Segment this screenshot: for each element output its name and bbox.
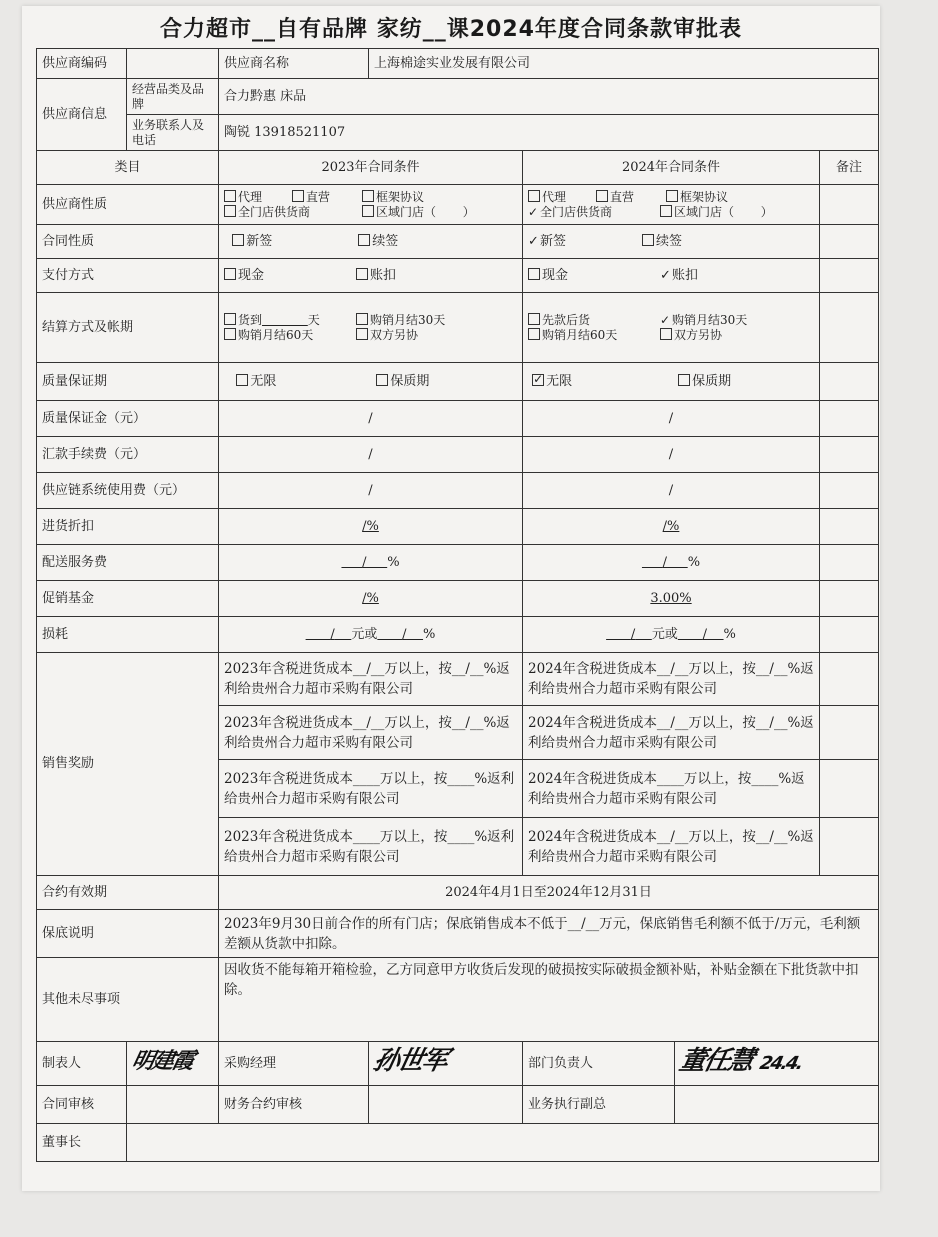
checkbox-icon	[224, 328, 236, 340]
remit-fee-remark	[820, 437, 879, 473]
contract-review-signature	[127, 1086, 219, 1124]
deposit-remark	[820, 401, 879, 437]
checkbox-icon	[232, 234, 244, 246]
delivery-2023: / %	[219, 545, 523, 581]
contact-label: 业务联系人及电话	[127, 115, 219, 151]
remit-fee-2023: /	[219, 437, 523, 473]
supplier-info-label: 供应商信息	[37, 79, 127, 151]
delivery-remark	[820, 545, 879, 581]
warranty-2023: 无限 保质期	[219, 363, 523, 401]
warranty-remark	[820, 363, 879, 401]
checkbox-icon	[362, 205, 374, 217]
settlement-remark	[820, 293, 879, 363]
rebate-2024-item: 2024年含税进货成本__/__万以上，按__/__%返利给贵州合力超市采购有限公司	[523, 706, 820, 760]
supplier-code-label: 供应商编码	[37, 49, 127, 79]
checkbox-icon	[358, 234, 370, 246]
rebate-2023-item: 2023年含税进货成本__/__万以上，按__/__%返利给贵州合力超市采购有限公司	[219, 706, 523, 760]
checkbox-icon	[362, 190, 374, 202]
promo-label: 促销基金	[37, 581, 219, 617]
vp-label: 业务执行副总	[523, 1086, 675, 1124]
settlement-2023: 货到 天 购销月结30天 购销月结60天 双方另协	[219, 293, 523, 363]
promo-2024: 3.00%	[523, 581, 820, 617]
deposit-2024: /	[523, 401, 820, 437]
checkbox-icon	[224, 205, 236, 217]
checkbox-icon	[224, 268, 236, 280]
chairman-signature	[127, 1124, 879, 1162]
contract-type-2023: 新签 续签	[219, 225, 523, 259]
payment-2024: 现金 ✓账扣	[523, 259, 820, 293]
rebate-2024-item: 2024年含税进货成本__/__万以上，按__/__%返利给贵州合力超市采购有限公司	[523, 818, 820, 876]
other-value: 因收货不能每箱开箱检验，乙方同意甲方收货后发现的破损按实际破损金额补贴，补贴金额在下批货款中扣除。	[219, 958, 879, 1042]
supplier-name-label: 供应商名称	[219, 49, 369, 79]
check-mark-icon: ✓	[528, 204, 539, 219]
rebate-remark	[820, 653, 879, 706]
scm-fee-2024: /	[523, 473, 820, 509]
approval-table	[36, 48, 879, 1162]
remit-fee-label: 汇款手续费（元）	[37, 437, 219, 473]
loss-2024: / 元或 / %	[523, 617, 820, 653]
checkbox-icon	[356, 313, 368, 325]
settlement-label: 结算方式及帐期	[37, 293, 219, 363]
checked-box-icon	[532, 374, 544, 386]
checkbox-icon	[356, 328, 368, 340]
other-label: 其他未尽事项	[37, 958, 219, 1042]
chairman-label: 董事长	[37, 1124, 127, 1162]
contract-type-2024: ✓新签 续签	[523, 225, 820, 259]
rebate-2024-item: 2024年含税进货成本__/__万以上，按__/__%返利给贵州合力超市采购有限公司	[523, 653, 820, 706]
finance-review-label: 财务合约审核	[219, 1086, 369, 1124]
rebate-remark	[820, 760, 879, 818]
warranty-2024: ✓ 无限 保质期	[523, 363, 820, 401]
dept-head-signature: 董任慧 24.4.	[675, 1042, 879, 1086]
check-mark-icon: ✓	[528, 233, 539, 249]
dept-head-label: 部门负责人	[523, 1042, 675, 1086]
nature-2023: 代理 直营 框架协议 全门店供货商 区域门店（ ）	[219, 185, 523, 225]
rebate-remark	[820, 818, 879, 876]
header-remark: 备注	[820, 151, 879, 185]
purchase-manager-signature: 孙世军	[369, 1042, 523, 1086]
loss-2023: / 元或 / %	[219, 617, 523, 653]
delivery-label: 配送服务费	[37, 545, 219, 581]
maker-signature: 明建霞	[127, 1042, 219, 1086]
scm-fee-remark	[820, 473, 879, 509]
checkbox-icon	[356, 268, 368, 280]
category-brand-label: 经营品类及品牌	[127, 79, 219, 115]
guarantee-label: 保底说明	[37, 910, 219, 958]
finance-review-signature	[369, 1086, 523, 1124]
checkbox-icon	[642, 234, 654, 246]
checkbox-icon	[660, 328, 672, 340]
vp-signature	[675, 1086, 879, 1124]
supplier-name-value: 上海棉途实业发展有限公司	[369, 49, 879, 79]
promo-2023: /%	[219, 581, 523, 617]
checkbox-icon	[376, 374, 388, 386]
discount-2023: /%	[219, 509, 523, 545]
rebate-label: 销售奖励	[37, 653, 219, 876]
payment-remark	[820, 259, 879, 293]
delivery-2024: / %	[523, 545, 820, 581]
form-title: 合力超市__自有品牌 家纺__课2024年度合同条款审批表	[160, 17, 742, 42]
purchase-manager-label: 采购经理	[219, 1042, 369, 1086]
remit-fee-2024: /	[523, 437, 820, 473]
contact-value: 陶锐 13918521107	[219, 115, 879, 151]
supplier-code-value	[127, 49, 219, 79]
checkbox-icon	[666, 190, 678, 202]
validity-value: 2024年4月1日至2024年12月31日	[219, 876, 879, 910]
checkbox-icon	[224, 313, 236, 325]
category-brand-value: 合力黔惠 床品	[219, 79, 879, 115]
header-category: 类目	[37, 151, 219, 185]
deposit-label: 质量保证金（元）	[37, 401, 219, 437]
checkbox-icon	[292, 190, 304, 202]
scm-fee-2023: /	[219, 473, 523, 509]
rebate-2024-item: 2024年含税进货成本____万以上，按____%返利给贵州合力超市采购有限公司	[523, 760, 820, 818]
warranty-label: 质量保证期	[37, 363, 219, 401]
promo-remark	[820, 581, 879, 617]
checkbox-icon	[528, 268, 540, 280]
payment-2023: 现金 账扣	[219, 259, 523, 293]
rebate-2023-item: 2023年含税进货成本__/__万以上，按__/__%返利给贵州合力超市采购有限公司	[219, 653, 523, 706]
deposit-2023: /	[219, 401, 523, 437]
nature-2024: 代理 直营 框架协议 ✓ 全门店供货商 区域门店（ ）	[523, 185, 820, 225]
checkbox-icon	[528, 328, 540, 340]
maker-label: 制表人	[37, 1042, 127, 1086]
nature-remark	[820, 185, 879, 225]
nature-label: 供应商性质	[37, 185, 219, 225]
check-mark-icon: ✓	[660, 267, 671, 283]
rebate-2023-item: 2023年含税进货成本____万以上，按____%返利给贵州合力超市采购有限公司	[219, 760, 523, 818]
contract-type-label: 合同性质	[37, 225, 219, 259]
header-2024: 2024年合同条件	[523, 151, 820, 185]
check-mark-icon: ✓	[660, 312, 671, 327]
checkbox-icon	[678, 374, 690, 386]
discount-remark	[820, 509, 879, 545]
checkbox-icon	[528, 313, 540, 325]
guarantee-value: 2023年9月30日前合作的所有门店；保底销售成本不低于__/__万元，保底销售毛利额不低于/万元，毛利额差额从货款中扣除。	[219, 910, 879, 958]
payment-label: 支付方式	[37, 259, 219, 293]
checkbox-icon	[660, 205, 672, 217]
checkbox-icon	[528, 190, 540, 202]
scm-fee-label: 供应链系统使用费（元）	[37, 473, 219, 509]
contract-type-remark	[820, 225, 879, 259]
checkbox-icon	[596, 190, 608, 202]
settlement-2024: 先款后货 ✓ 购销月结30天 购销月结60天 双方另协	[523, 293, 820, 363]
checkbox-icon	[236, 374, 248, 386]
rebate-remark	[820, 706, 879, 760]
discount-2024: /%	[523, 509, 820, 545]
header-2023: 2023年合同条件	[219, 151, 523, 185]
rebate-2023-item: 2023年含税进货成本____万以上，按____%返利给贵州合力超市采购有限公司	[219, 818, 523, 876]
checkbox-icon	[224, 190, 236, 202]
contract-review-label: 合同审核	[37, 1086, 127, 1124]
validity-label: 合约有效期	[37, 876, 219, 910]
loss-remark	[820, 617, 879, 653]
discount-label: 进货折扣	[37, 509, 219, 545]
approval-form-sheet	[22, 6, 880, 1191]
loss-label: 损耗	[37, 617, 219, 653]
